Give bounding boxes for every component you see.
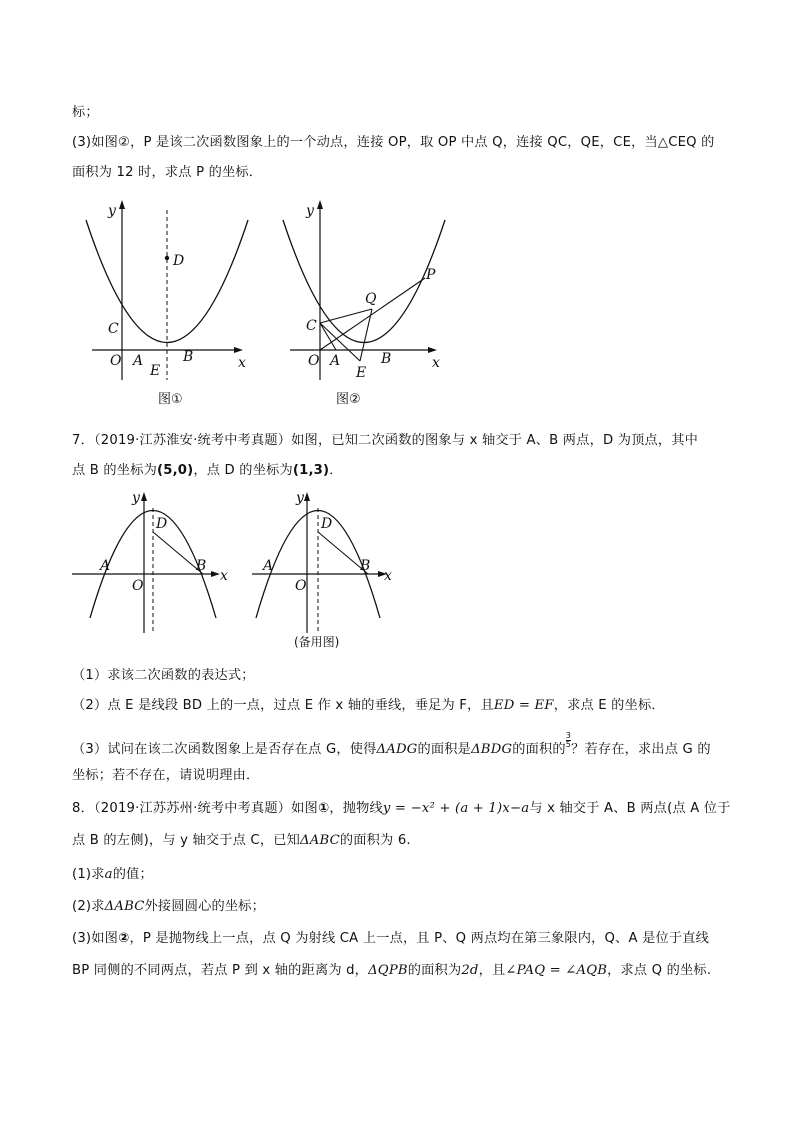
- fig2-label-p: P: [426, 267, 436, 283]
- fig2-caption: 图②: [336, 392, 361, 407]
- fig2-label-y: y: [306, 203, 314, 219]
- figure-label: O: [295, 578, 307, 594]
- text-segment: ，求点 Q 的坐标.: [607, 963, 712, 978]
- fig2-segment-op: [320, 278, 425, 350]
- text-segment: 的值；: [112, 867, 153, 882]
- text-segment: ①: [317, 801, 330, 816]
- q8-part3-line2: [72, 962, 711, 980]
- text-segment: ，P 是抛物线上一点，点 Q 为射线 CA 上一点，且 P、Q 两点均在第三象限内，Q、A 是位于直线: [129, 931, 710, 946]
- text-segment: (1,3): [292, 463, 330, 478]
- figure-label: B: [196, 558, 207, 574]
- text-segment: 外接圆圆心的坐标；: [144, 899, 266, 914]
- text-segment: ∠PAQ = ∠AQB: [505, 963, 608, 978]
- text-segment: ？若存在，求出点 G 的: [571, 742, 711, 757]
- text-segment: (2)求: [72, 899, 105, 914]
- fig2-label-q: Q: [365, 291, 377, 307]
- fig2-label-b: B: [381, 351, 392, 367]
- text-segment: ，抛物线: [329, 801, 383, 816]
- text-segment: 与 x 轴交于 A、B 两点(点 A 位于: [529, 801, 731, 816]
- q7-line2: [72, 462, 343, 480]
- text-segment: (3)如图: [72, 931, 119, 946]
- fig1-point-d: [165, 256, 169, 260]
- text-segment: （2）点 E 是线段 BD 上的一点，过点 E 作 x 轴的垂线，垂足为 F，且: [72, 698, 494, 713]
- fig1-label-x: x: [238, 355, 246, 371]
- q7-part1: （1）求该二次函数的表达式；: [72, 668, 255, 683]
- axis-arrow: [317, 200, 323, 209]
- figure-label: y: [132, 490, 140, 506]
- q7-part3-line1: [72, 732, 711, 759]
- text-segment: (5,0): [156, 463, 194, 478]
- fig2-segment-cq: [320, 309, 372, 323]
- figure-label: B: [360, 558, 371, 574]
- text-segment: ΔBDG: [471, 742, 513, 757]
- text-segment: ②: [118, 931, 130, 946]
- q8-part2: [72, 898, 265, 916]
- figure-1: [80, 195, 260, 410]
- continuation-text: 标；: [72, 105, 99, 120]
- q7-part3-line2: 坐标；若不存在，请说明理由．: [72, 768, 260, 783]
- q8-line2: [72, 832, 411, 850]
- fig2-label-c: C: [306, 318, 317, 334]
- q7-figure-main: [70, 488, 240, 638]
- text-segment: ，求点 E 的坐标．: [553, 698, 665, 713]
- text-segment: 的面积为 6.: [339, 833, 411, 848]
- figure-label: D: [321, 516, 333, 532]
- text-segment: ΔABC: [104, 899, 145, 914]
- axis-arrow: [304, 492, 310, 501]
- text-segment: 3: [565, 731, 572, 740]
- figure-label: x: [220, 568, 228, 584]
- q7-line1: 7．（2019·江苏淮安·统考中考真题）如图，已知二次函数的图象与 x 轴交于 A、B 两点，D 为顶点，其中: [72, 433, 699, 448]
- text-segment: 5: [565, 740, 572, 749]
- fig2-label-o: O: [308, 353, 320, 369]
- q7-part2: [72, 697, 665, 715]
- text-segment: 的面积是: [417, 742, 472, 757]
- text-segment: ΔADG: [376, 742, 418, 757]
- fig2-segment-qe: [360, 309, 372, 361]
- fig2-label-a: A: [330, 353, 341, 369]
- text-segment: （3）试问在该二次函数图象上是否存在点 G，使得: [72, 742, 377, 757]
- fig2-label-x: x: [432, 355, 440, 371]
- text-segment: 的面积的: [512, 742, 566, 757]
- figure-label: O: [132, 578, 144, 594]
- text-segment: ΔQPB: [368, 963, 408, 978]
- q8-part1: [72, 866, 153, 884]
- q6-part3-line1: (3)如图②，P 是该二次函数图象上的一个动点，连接 OP，取 OP 中点 Q，连接 QC，QE，CE，当△CEQ 的: [72, 135, 715, 150]
- figure-label: A: [263, 558, 274, 574]
- text-segment: y = −x² + (a + 1)x−a: [382, 801, 530, 816]
- axis-arrow: [234, 347, 243, 353]
- figure-label: x: [384, 568, 392, 584]
- text-segment: a: [104, 867, 113, 882]
- figure-label: D: [156, 516, 168, 532]
- text-segment: 点 B 的坐标为: [72, 463, 157, 478]
- text-segment: 8．（2019·江苏苏州·统考中考真题）如图: [72, 801, 318, 816]
- text-segment: ，且: [478, 963, 506, 978]
- fig1-caption: 图①: [158, 392, 183, 407]
- text-segment: ．: [329, 463, 343, 478]
- fig1-label-c: C: [108, 321, 119, 337]
- axis-arrow: [119, 200, 125, 209]
- text-segment: BP 同侧的不同两点，若点 P 到 x 轴的距离为 d，: [72, 963, 369, 978]
- axis-arrow: [141, 492, 147, 501]
- text-segment: ΔABC: [300, 833, 340, 848]
- axis-arrow: [211, 571, 220, 577]
- figure-2: [280, 195, 460, 410]
- fig1-label-a: A: [133, 353, 144, 369]
- fig1-label-y: y: [108, 203, 116, 219]
- figure-label: A: [100, 558, 111, 574]
- text-segment: ED = EF: [493, 698, 554, 713]
- fig1-label-d: D: [173, 253, 185, 269]
- text-segment: (1)求: [72, 867, 105, 882]
- fig1-label-e: E: [150, 363, 161, 379]
- figure-label: y: [296, 490, 304, 506]
- text-segment: 的面积为: [407, 963, 462, 978]
- fig1-label-o: O: [110, 353, 122, 369]
- q8-line1: [72, 800, 731, 818]
- text-segment: 2d: [461, 963, 479, 978]
- q7-figure-spare: [250, 488, 420, 658]
- q6-part3-line2: 面积为 12 时，求点 P 的坐标．: [72, 165, 263, 180]
- axis-arrow: [428, 347, 437, 353]
- figure-label: (备用图): [294, 635, 340, 649]
- text-segment: ，点 D 的坐标为: [193, 463, 293, 478]
- q8-part3-line1: [72, 930, 709, 948]
- fig1-label-b: B: [183, 349, 194, 365]
- fig2-label-e: E: [356, 365, 367, 381]
- text-segment: 点 B 的左侧)，与 y 轴交于点 C，已知: [72, 833, 301, 848]
